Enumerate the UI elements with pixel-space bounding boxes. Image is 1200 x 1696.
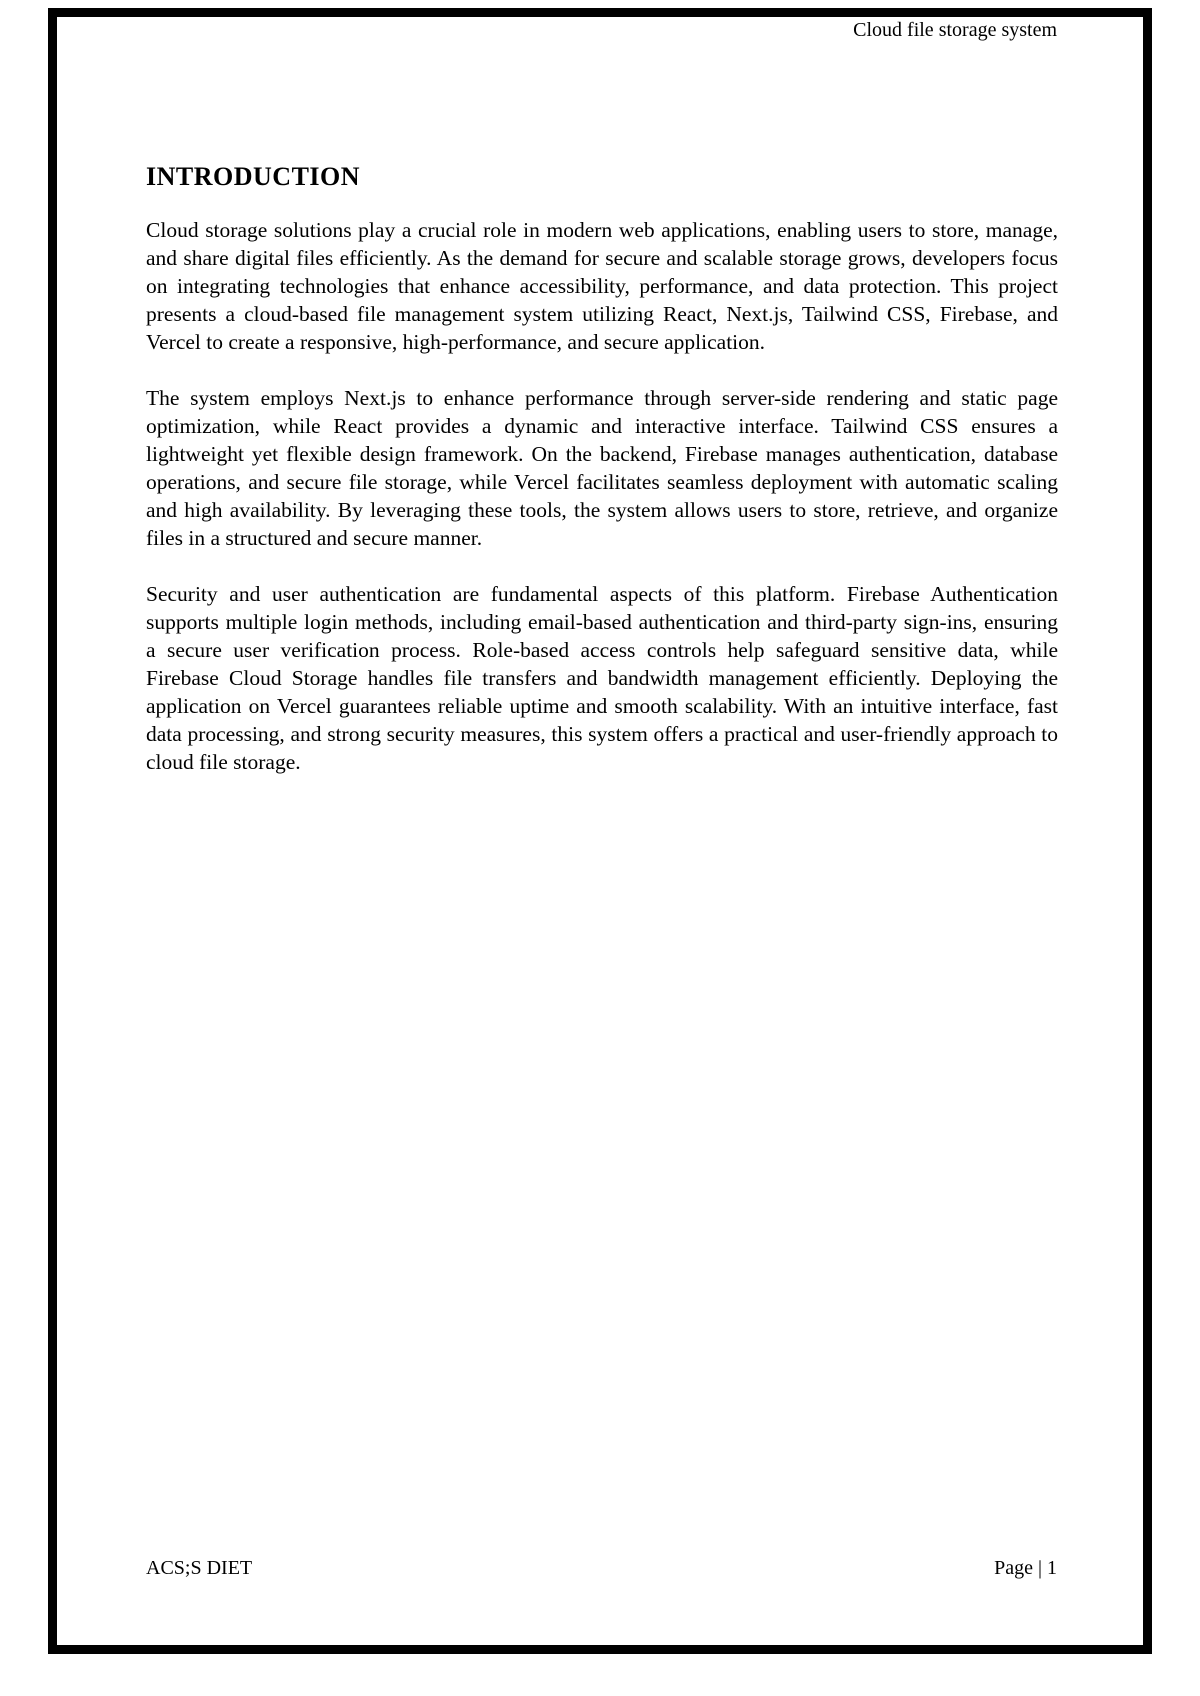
footer-page-number: Page | 1 xyxy=(994,1557,1057,1579)
section-title: INTRODUCTION xyxy=(146,162,361,191)
paragraph-3: Security and user authentication are fundamental aspects of this platform. Firebase Authentication supports multiple login methods, including email-based authentication and third-party sign-ins, ensuring a secure user verification process. Role-based access controls help safeguard sensitive data, while Firebase Cloud Storage handles file transfers and bandwidth management efficiently. Deploying the application on Vercel guarantees reliable uptime and smooth scalability. With an intuitive interface, fast data processing, and strong security measures, this system offers a practical and user-friendly approach to cloud file storage. xyxy=(146,582,1058,774)
running-header: Cloud file storage system xyxy=(853,19,1057,41)
footer-institution: ACS;S DIET xyxy=(146,1557,253,1579)
paragraph-1: Cloud storage solutions play a crucial role in modern web applications, enabling users to store, manage, and share digital files efficiently. As the demand for secure and scalable storage grows, developers focus on integrating technologies that enhance accessibility, performance, and data protection. This project presents a cloud-based file management system utilizing React, Next.js, Tailwind CSS, Firebase, and Vercel to create a responsive, high-performance, and secure application. xyxy=(146,218,1058,354)
paragraph-2: The system employs Next.js to enhance performance through server-side rendering and static page optimization, while React provides a dynamic and interactive interface. Tailwind CSS ensures a lightweight yet flexible design framework. On the backend, Firebase manages authentication, database operations, and secure file storage, while Vercel facilitates seamless deployment with automatic scaling and high availability. By leveraging these tools, the system allows users to store, retrieve, and organize files in a structured and secure manner. xyxy=(146,386,1058,550)
document-body xyxy=(146,160,1058,804)
